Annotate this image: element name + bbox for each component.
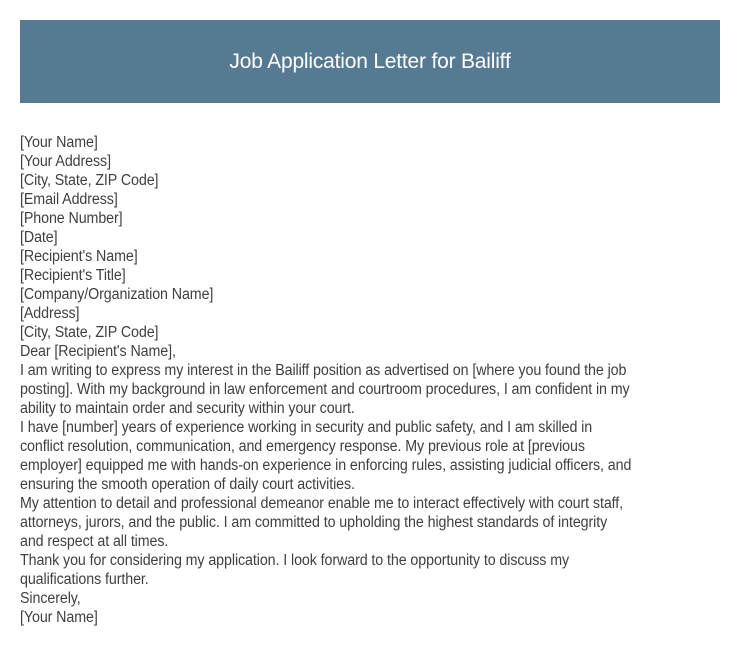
paragraph-line: Thank you for considering my application. I look forward to the opportunity to discuss my [20,552,570,569]
recipient-address: [Address] [20,305,80,322]
signature: [Your Name] [20,609,98,626]
recipient-title: [Recipient's Title] [20,267,126,284]
recipient-name: [Recipient's Name] [20,248,138,265]
salutation: Dear [Recipient's Name], [20,343,176,360]
paragraph-qualities [20,494,740,551]
paragraph-line: employer] equipped me with hands-on experience in enforcing rules, assisting judicial officers, and [20,457,632,474]
paragraph-line: posting]. With my background in law enforcement and courtroom procedures, I am confident in my [20,381,630,398]
sender-email: [Email Address] [20,191,118,208]
paragraph-line: conflict resolution, communication, and emergency response. My previous role at [previous [20,438,585,455]
paragraph-line: I have [number] years of experience working in security and public safety, and I am skilled in [20,419,593,436]
paragraph-line: and respect at all times. [20,533,169,550]
sender-name: [Your Name] [20,134,98,151]
sender-city-state-zip: [City, State, ZIP Code] [20,172,159,189]
closing: Sincerely, [20,590,81,607]
page-header [20,20,720,103]
letter-body [20,133,740,627]
recipient-organization: [Company/Organization Name] [20,286,214,303]
paragraph-line: My attention to detail and professional demeanor enable me to interact effectively with court staff, [20,495,624,512]
recipient-city-state-zip: [City, State, ZIP Code] [20,324,159,341]
paragraph-thanks [20,551,740,589]
paragraph-intro [20,361,740,418]
paragraph-line: attorneys, jurors, and the public. I am committed to upholding the highest standards of integrity [20,514,608,531]
paragraph-line: I am writing to express my interest in the Bailiff position as advertised on [where you found the job [20,362,627,379]
page-title: Job Application Letter for Bailiff [229,49,511,73]
letter-date: [Date] [20,229,58,246]
paragraph-line: qualifications further. [20,571,149,588]
sender-address: [Your Address] [20,153,111,170]
paragraph-experience [20,418,740,494]
paragraph-line: ensuring the smooth operation of daily court activities. [20,476,355,493]
sender-phone: [Phone Number] [20,210,123,227]
paragraph-line: ability to maintain order and security within your court. [20,400,355,417]
